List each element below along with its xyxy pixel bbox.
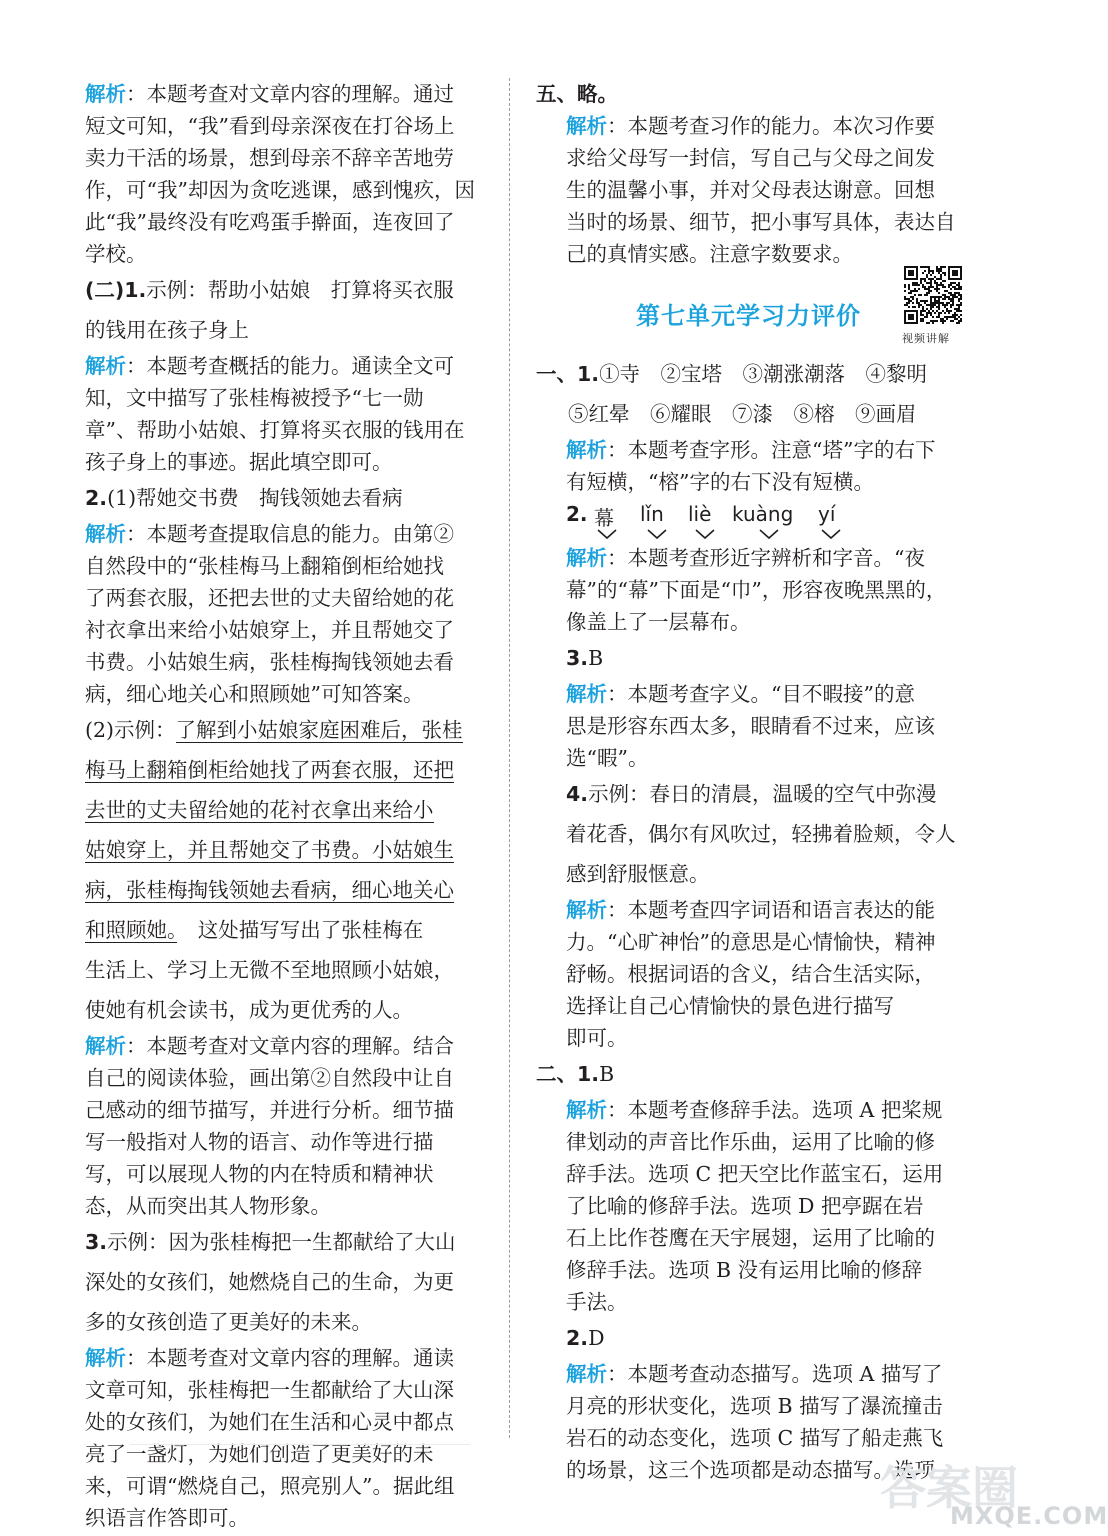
q3-answer-text: 示例：因为张桂梅把一生都献给了大山	[107, 1230, 456, 1254]
q2-1-b-answer-text: B	[599, 1062, 615, 1086]
analysis-line: 态，从而突出其人物形象。	[85, 1194, 331, 1218]
analysis-line: 织语言作答即可。	[85, 1506, 249, 1530]
q2-2-line	[85, 750, 491, 790]
analysis-tag: 解析	[566, 1098, 607, 1122]
analysis-line: 石上比作苍鹰在天宇展翅，运用了比喻的	[566, 1226, 935, 1250]
analysis-line: 来，可谓“燃烧自己，照亮别人”。据此组	[85, 1474, 455, 1498]
q2-1-answer	[85, 270, 491, 310]
analysis-tag: 解析	[85, 1346, 126, 1370]
analysis-line: 写一般指对人物的语言、动作等进行描	[85, 1130, 434, 1154]
q1-3-answer-text: B	[588, 646, 604, 670]
analysis-line: 病，细心地关心和照顾她”可知答案。	[85, 682, 424, 706]
analysis-line: 处的女孩们，为她们在生活和心灵中都点	[85, 1410, 454, 1434]
footer-rule	[130, 1444, 470, 1445]
analysis-tag: 解析	[85, 82, 126, 106]
analysis-line: 作，可“我”却因为贪吃逃课，感到愧疚，因	[85, 178, 475, 202]
q2-answer	[85, 478, 491, 518]
q2-2-rest-line: 使她有机会读书，成为更优秀的人。	[85, 998, 413, 1022]
analysis-line: 律划动的声音比作乐曲，运用了比喻的修	[566, 1130, 935, 1154]
q2-1-b-answer-label: 二、1.	[536, 1062, 600, 1086]
analysis-line: 学校。	[85, 242, 147, 266]
right-column	[536, 78, 976, 1486]
analysis-line: 章”、帮助小姑娘、打算将买衣服的钱用在	[85, 418, 465, 442]
left-column	[85, 78, 491, 1534]
q2-1-answer-text: 示例：帮助小姑娘 打算将买衣服	[146, 278, 454, 302]
analysis-text: ：本题考查对文章内容的理解。通过	[126, 82, 454, 106]
analysis-line: 有短横，“榕”字的右下没有短横。	[566, 470, 874, 494]
qr-code-icon[interactable]	[902, 264, 964, 326]
section-five: 五、略。	[536, 82, 618, 106]
analysis-first-line	[85, 518, 491, 550]
check-mark-icon	[758, 528, 780, 540]
analysis-text: ：本题考查对文章内容的理解。通读	[126, 1346, 454, 1370]
analysis-first-line	[536, 434, 976, 466]
analysis-line: 写，可以展现人物的内在特质和精神状	[85, 1162, 434, 1186]
q2-2-b-answer	[536, 1318, 976, 1358]
analysis-line: 自己的阅读体验，画出第②自然段中让自	[85, 1066, 454, 1090]
qr-caption: 视频讲解	[902, 332, 950, 345]
q2-2-tail: 这处描写写出了张桂梅在	[177, 918, 424, 942]
analysis-tag: 解析	[566, 682, 607, 706]
q2-2-line	[85, 790, 491, 830]
underlined-detail: 和照顾她。	[85, 918, 178, 942]
q2-2-line	[85, 710, 491, 750]
analysis-line: 己的真情实感。注意字数要求。	[566, 242, 853, 266]
unit-title-block	[536, 278, 976, 350]
analysis-line: 书费。小姑娘生病，张桂梅掏钱领她去看	[85, 650, 454, 674]
analysis-text: ：本题考查提取信息的能力。由第②	[126, 522, 454, 546]
analysis-line: 幕”的“幕”下面是“巾”，形容夜晚黑黑的，	[566, 578, 947, 602]
unit-title: 第七单元学习力评价	[636, 302, 861, 330]
analysis-line: 手法。	[566, 1290, 628, 1314]
analysis-line: 自然段中的“张桂梅马上翻箱倒柜给她找	[85, 554, 444, 578]
analysis-line: 选择让自己心情愉快的景色进行描写	[566, 994, 894, 1018]
pinyin-item: lǐn	[640, 502, 664, 526]
check-mark-icon	[694, 528, 716, 540]
watermark-logo	[870, 1452, 1108, 1536]
analysis-first-line	[536, 1358, 976, 1390]
analysis-line: 当时的场景、细节，把小事写具体，表达自	[566, 210, 956, 234]
analysis-first-line	[536, 110, 976, 142]
analysis-line: 辞手法。选项 C 把天空比作蓝宝石，运用	[566, 1162, 944, 1186]
q2-1-answer-cont: 的钱用在孩子身上	[85, 318, 249, 342]
q1-4-answer-text: 示例：春日的清晨，温暖的空气中弥漫	[588, 782, 937, 806]
analysis-line: 了两套衣服，还把去世的丈夫留给她的花	[85, 586, 454, 610]
analysis-line: 选“暇”。	[566, 746, 649, 770]
analysis-tag: 解析	[566, 898, 607, 922]
q2-2-line	[85, 870, 491, 910]
column-divider	[509, 78, 510, 1438]
underlined-detail: 姑娘穿上，并且帮她交了书费。小姑娘生	[85, 838, 454, 862]
q2-1-answer-label: (二)1.	[85, 278, 147, 302]
analysis-first-line	[85, 1342, 491, 1374]
check-mark-icon	[596, 528, 618, 540]
pinyin-item: liè	[688, 502, 712, 526]
analysis-line: 即可。	[566, 1026, 628, 1050]
analysis-tag: 解析	[566, 438, 607, 462]
underlined-detail: 病，张桂梅掏钱领她去看病，细心地关心	[85, 878, 454, 902]
analysis-line: 此“我”最终没有吃鸡蛋手擀面，连夜回了	[85, 210, 455, 234]
analysis-line: 的场景，这三个选项都是动态描写。选项	[566, 1458, 935, 1482]
analysis-line: 月亮的形状变化，选项 B 描写了瀑流撞击	[566, 1394, 943, 1418]
analysis-tag: 解析	[85, 354, 126, 378]
analysis-line: 己感动的细节描写，并进行分析。细节描	[85, 1098, 454, 1122]
analysis-tag: 解析	[85, 1034, 126, 1058]
underlined-detail: 了解到小姑娘家庭困难后，张桂	[175, 718, 463, 742]
analysis-first-line	[85, 1030, 491, 1062]
analysis-line: 孩子身上的事迹。据此填空即可。	[85, 450, 393, 474]
q2-2-line	[85, 830, 491, 870]
analysis-text: ：本题考查概括的能力。通读全文可	[126, 354, 454, 378]
analysis-line: 力。“心旷神怡”的意思是心情愉快，精神	[566, 930, 936, 954]
analysis-first-line	[536, 894, 976, 926]
analysis-first-line	[536, 1094, 976, 1126]
q1-4-answer	[536, 774, 976, 814]
analysis-line: 生的温馨小事，并对父母表达谢意。回想	[566, 178, 935, 202]
q2-2-line	[85, 910, 491, 950]
q1-2-pinyin-answer	[536, 498, 976, 542]
analysis-tag: 解析	[566, 1362, 607, 1386]
analysis-line: 卖力干活的场景，想到母亲不辞辛苦地劳	[85, 146, 454, 170]
analysis-line: 修辞手法。选项 B 没有运用比喻的修辞	[566, 1258, 923, 1282]
analysis-first-line	[85, 350, 491, 382]
analysis-text: ：本题考查修辞手法。选项 A 把桨规	[607, 1098, 943, 1122]
q2-2-rest-line: 生活上、学习上无微不至地照顾小姑娘，	[85, 958, 454, 982]
analysis-text: ：本题考查动态描写。选项 A 描写了	[607, 1362, 943, 1386]
q1-1-answer-text: ①寺 ②宝塔 ③潮涨潮落 ④黎明	[599, 362, 928, 386]
pinyin-item: kuàng	[732, 502, 794, 526]
analysis-line: 文章可知，张桂梅把一生都献给了大山深	[85, 1378, 454, 1402]
q1-2-label: 2.	[566, 502, 588, 526]
q1-4-answer-line: 感到舒服惬意。	[566, 862, 710, 886]
analysis-tag: 解析	[566, 114, 607, 138]
analysis-line: 知，文中描写了张桂梅被授予“七一勋	[85, 386, 424, 410]
analysis-text: ：本题考查字形。注意“塔”字的右下	[607, 438, 936, 462]
q2-2-prefix: (2)示例：	[85, 718, 176, 742]
q1-3-answer	[536, 638, 976, 678]
q2-1-b-answer	[536, 1054, 976, 1094]
analysis-first-line	[85, 78, 491, 110]
analysis-line: 像盖上了一层幕布。	[566, 610, 751, 634]
q3-answer-line: 深处的女孩们，她燃烧自己的生命，为更	[85, 1270, 454, 1294]
check-mark-icon	[820, 528, 842, 540]
q1-1-answer	[536, 354, 976, 394]
analysis-first-line	[536, 678, 976, 710]
analysis-line: 衬衣拿出来给小姑娘穿上，并且帮她交了	[85, 618, 454, 642]
q1-3-answer-label: 3.	[566, 646, 589, 670]
q1-1-answer-label: 一、1.	[536, 362, 600, 386]
q2-2-b-answer-text: D	[588, 1326, 605, 1350]
analysis-text: ：本题考查习作的能力。本次习作要	[607, 114, 935, 138]
analysis-text: ：本题考查字义。“目不暇接”的意	[607, 682, 915, 706]
analysis-line: 求给父母写一封信，写自己与父母之间发	[566, 146, 935, 170]
q1-4-answer-label: 4.	[566, 782, 589, 806]
analysis-line: 亮了一盏灯，为她们创造了更美好的未	[85, 1442, 434, 1466]
check-mark-icon	[646, 528, 668, 540]
q3-answer-label: 3.	[85, 1230, 108, 1254]
watermark-big-text: 答案圈	[880, 1461, 1018, 1515]
q3-answer-line: 多的女孩创造了更美好的未来。	[85, 1310, 372, 1334]
q3-answer	[85, 1222, 491, 1262]
q2-answer-text: (1)帮她交书费 掏钱领她去看病	[107, 486, 403, 510]
analysis-text: ：本题考查对文章内容的理解。结合	[126, 1034, 454, 1058]
analysis-first-line	[536, 542, 976, 574]
pinyin-item: 幕	[594, 506, 614, 530]
q2-2-b-answer-label: 2.	[566, 1326, 589, 1350]
analysis-tag: 解析	[85, 522, 126, 546]
q1-4-answer-line: 着花香，偶尔有风吹过，轻拂着脸颊，令人	[566, 822, 956, 846]
analysis-line: 岩石的动态变化，选项 C 描写了船走燕飞	[566, 1426, 944, 1450]
analysis-line: 舒畅。根据词语的含义，结合生活实际，	[566, 962, 935, 986]
pinyin-item: yí	[818, 502, 836, 526]
analysis-line: 短文可知，“我”看到母亲深夜在打谷场上	[85, 114, 455, 138]
underlined-detail: 去世的丈夫留给她的花衬衣拿出来给小	[85, 798, 434, 822]
underlined-detail: 梅马上翻箱倒柜给她找了两套衣服，还把	[85, 758, 454, 782]
analysis-text: ：本题考查形近字辨析和字音。“夜	[607, 546, 925, 570]
q2-answer-label: 2.	[85, 486, 108, 510]
q1-1-answer-cont: ⑤红晕 ⑥耀眼 ⑦漆 ⑧榕 ⑨画眉	[568, 402, 917, 426]
analysis-line: 思是形容东西太多，眼睛看不过来，应该	[566, 714, 935, 738]
analysis-line: 了比喻的修辞手法。选项 D 把亭踞在岩	[566, 1194, 924, 1218]
analysis-tag: 解析	[566, 546, 607, 570]
analysis-text: ：本题考查四字词语和语言表达的能	[607, 898, 935, 922]
watermark-url: MXQE.COM	[950, 1502, 1108, 1530]
